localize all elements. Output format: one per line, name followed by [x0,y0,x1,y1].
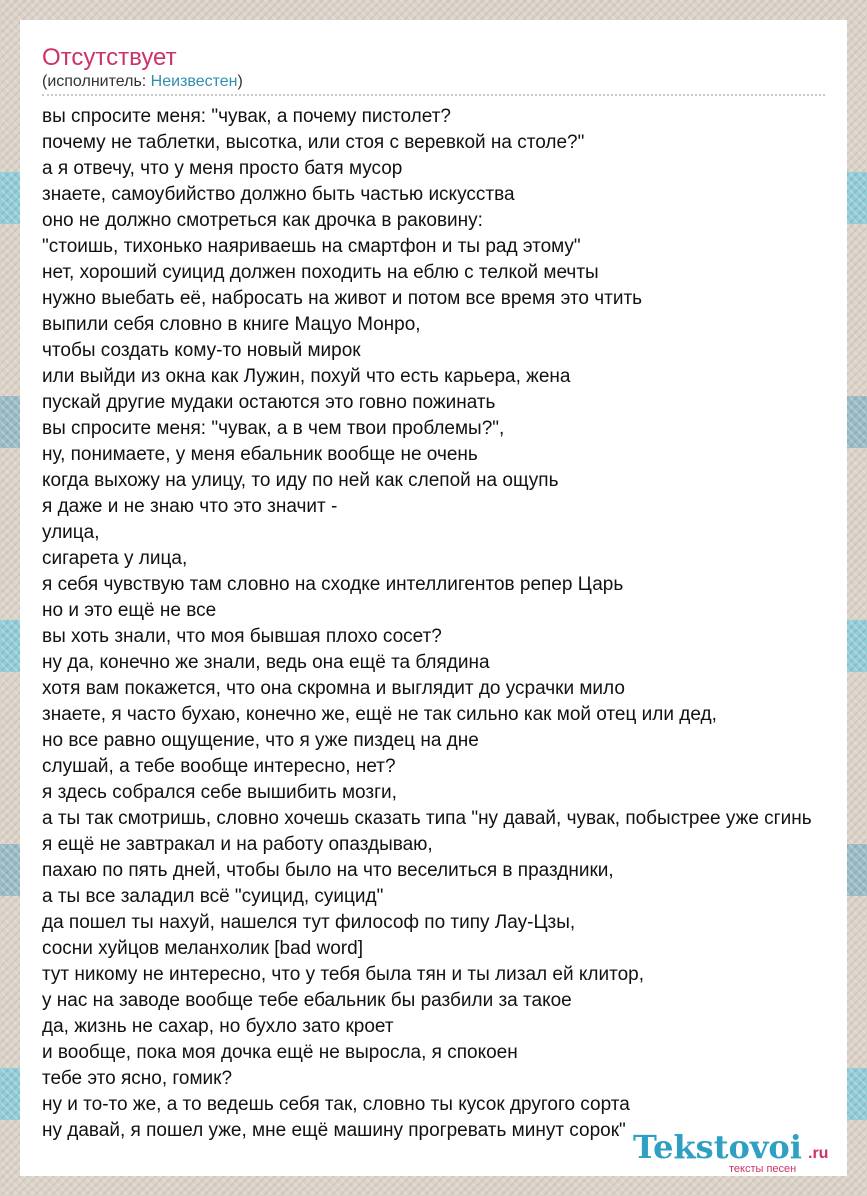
lyric-line: когда выхожу на улицу, то иду по ней как слепой на ощупь [42,470,559,491]
site-logo[interactable] [633,1128,829,1176]
lyric-line: у нас на заводе вообще тебе ебальник бы разбили за такое [42,990,572,1011]
lyric-line: но все равно ощущение, что я уже пиздец на дне [42,730,479,751]
lyric-line: я себя чувствую там словно на сходке интеллигентов репер Царь [42,574,624,595]
lyric-line: почему не таблетки, высотка, или стоя с веревкой на столе?" [42,132,585,153]
lyric-line: или выйди из окна как Лужин, похуй что есть карьера, жена [42,366,571,387]
lyric-line: я даже и не знаю что это значит - [42,496,338,517]
lyric-line: да, жизнь не сахар, но бухло зато кроет [42,1016,394,1037]
artist-link[interactable]: Неизвестен [150,73,238,90]
lyric-line: слушай, а тебе вообще интересно, нет? [42,756,396,777]
lyric-line: хотя вам покажется, что она скромна и выглядит до усрачки мило [42,678,625,699]
logo-tld: .ru [808,1145,829,1162]
lyric-line: нужно выебать её, набросать на живот и потом все время это чтить [42,288,643,309]
lyric-line: тут никому не интересно, что у тебя была тян и ты лизал ей клитор, [42,964,644,985]
lyric-line: а ты так смотришь, словно хочешь сказать типа "ну давай, чувак, побыстрее уже сгинь [42,808,812,829]
lyric-line: тебе это ясно, гомик? [42,1068,233,1089]
lyric-line: я здесь собрался себе вышибить мозги, [42,782,397,803]
lyric-line: знаете, я часто бухаю, конечно же, ещё не так сильно как мой отец или дед, [42,704,717,725]
lyric-line: но и это ещё не все [42,600,217,621]
title-divider [42,94,825,96]
lyric-line: ну да, конечно же знали, ведь она ещё та блядина [42,652,490,673]
lyric-line: сосни хуйцов меланхолик [bad word] [42,938,363,959]
lyrics-text [42,104,812,1144]
logo-wordmark: Tekstovoi [633,1128,802,1166]
lyric-line: да пошел ты нахуй, нашелся тут философ по типу Лау-Цзы, [42,912,576,933]
lyric-line: оно не должно смотреться как дрочка в раковину: [42,210,483,231]
lyric-line: ну и то-то же, а то ведешь себя так, словно ты кусок другого сорта [42,1094,630,1115]
lyric-line: выпили себя словно в книге Мацуо Монро, [42,314,421,335]
lyric-line: вы спросите меня: "чувак, а в чем твои проблемы?", [42,418,505,439]
artist-suffix: ) [237,73,243,90]
lyric-line: ну давай, я пошел уже, мне ещё машину прогревать минут сорок" [42,1120,626,1141]
lyric-line: и вообще, пока моя дочка ещё не выросла, я спокоен [42,1042,518,1063]
artist-prefix: (исполнитель: [42,73,151,90]
lyric-line: я ещё не завтракал и на работу опаздываю, [42,834,433,855]
lyrics-card [20,20,847,1176]
lyric-line: знаете, самоубийство должно быть частью искусства [42,184,515,205]
lyric-line: нет, хороший суицид должен походить на еблю с телкой мечты [42,262,599,283]
lyric-line: чтобы создать кому-то новый мирок [42,340,361,361]
lyric-line: ну, понимаете, у меня ебальник вообще не очень [42,444,478,465]
lyric-line: а ты все заладил всё "суицид, суицид" [42,886,384,907]
lyric-line: улица, [42,522,100,543]
lyric-line: а я отвечу, что у меня просто батя мусор [42,158,403,179]
artist-line [42,73,243,91]
lyric-line: пускай другие мудаки остаются это говно пожинать [42,392,496,413]
song-title: Отсутствует [42,44,177,71]
lyric-line: вы хоть знали, что моя бывшая плохо сосет? [42,626,442,647]
lyric-line: вы спросите меня: "чувак, а почему пистолет? [42,106,451,127]
lyric-line: сигарета у лица, [42,548,188,569]
lyric-line: "стоишь, тихонько наяриваешь на смартфон и ты рад этому" [42,236,581,257]
lyric-line: пахаю по пять дней, чтобы было на что веселиться в праздники, [42,860,614,881]
logo-tagline: тексты песен [729,1163,797,1175]
